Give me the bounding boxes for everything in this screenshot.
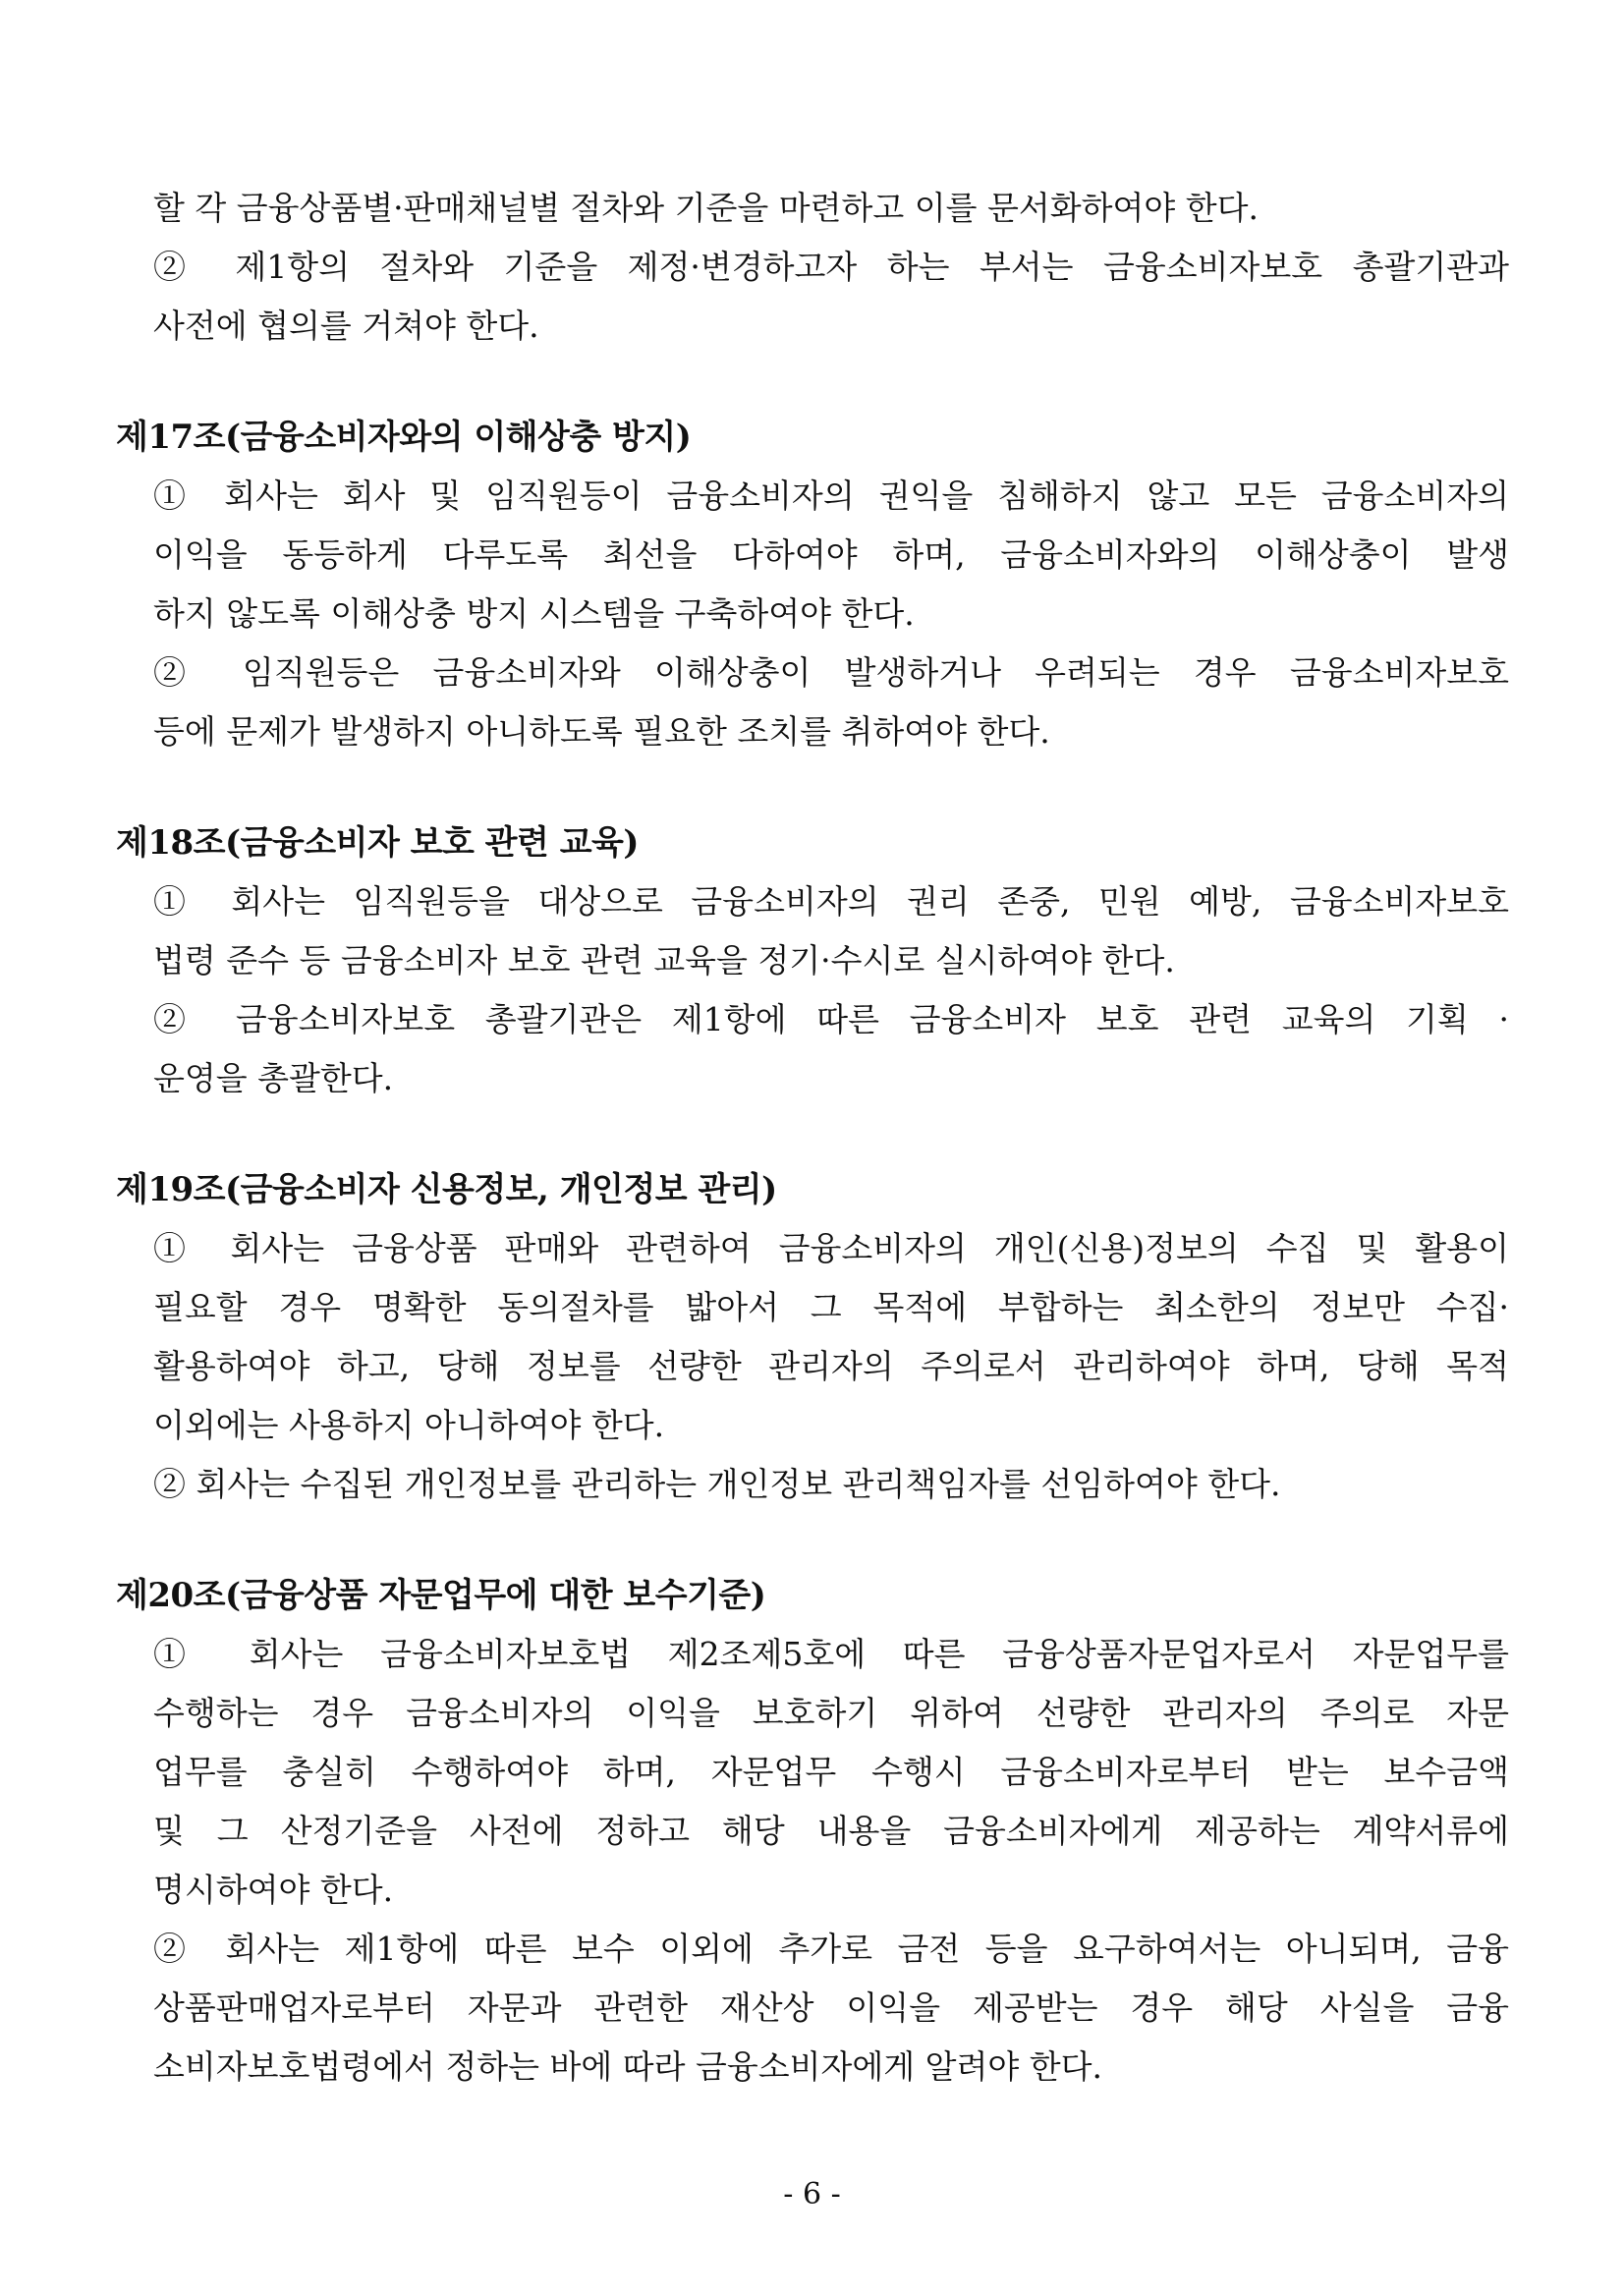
body-line: 법령 준수 등 금융소비자 보호 관련 교육을 정기·수시로 실시하여야 한다.: [153, 941, 1175, 980]
body-line: ② 회사는 수집된 개인정보를 관리하는 개인정보 관리책임자를 선임하여야 한다.: [153, 1465, 1281, 1503]
body-line: 수행하는 경우 금융소비자의 이익을 보호하기 위하여 선량한 관리자의 주의로 자문: [153, 1694, 1509, 1732]
body-line: ① 회사는 임직원등을 대상으로 금융소비자의 권리 존중, 민원 예방, 금융소비자보호: [153, 882, 1509, 921]
article-18-heading: 제18조(금융소비자 보호 관련 교육): [116, 823, 639, 863]
body-line: ① 회사는 회사 및 임직원등이 금융소비자의 권익을 침해하지 않고 모든 금융소비자의: [153, 476, 1509, 515]
body-line: 이외에는 사용하지 아니하여야 한다.: [153, 1406, 665, 1444]
body-line: ② 회사는 제1항에 따른 보수 이외에 추가로 금전 등을 요구하여서는 아니되며, 금융: [153, 1930, 1509, 1968]
body-line: ② 제1항의 절차와 기준을 제정·변경하고자 하는 부서는 금융소비자보호 총괄기관과: [153, 248, 1509, 286]
body-line: 이익을 동등하게 다루도록 최선을 다하여야 하며, 금융소비자와의 이해상충이 발생: [153, 535, 1509, 574]
body-line: 필요할 경우 명확한 동의절차를 밟아서 그 목적에 부합하는 최소한의 정보만 수집·: [153, 1288, 1509, 1326]
body-line: 하지 않도록 이해상충 방지 시스템을 구축하여야 한다.: [153, 594, 915, 633]
body-line: ① 회사는 금융상품 판매와 관련하여 금융소비자의 개인(신용)정보의 수집 및 활용이: [153, 1229, 1509, 1267]
body-line: ② 금융소비자보호 총괄기관은 제1항에 따른 금융소비자 보호 관련 교육의 기획 ·: [153, 1000, 1509, 1038]
article-20-heading: 제20조(금융상품 자문업무에 대한 보수기준): [116, 1576, 766, 1615]
body-line: 사전에 협의를 거쳐야 한다.: [153, 307, 539, 345]
article-17-heading: 제17조(금융소비자와의 이해상충 방지): [116, 418, 692, 457]
body-line: 소비자보호법령에서 정하는 바에 따라 금융소비자에게 알려야 한다.: [153, 2047, 1103, 2086]
body-line: 등에 문제가 발생하지 아니하도록 필요한 조치를 취하여야 한다.: [153, 712, 1050, 751]
page-number: - 6 -: [783, 2177, 841, 2212]
body-line: 할 각 금융상품별·판매채널별 절차와 기준을 마련하고 이를 문서화하여야 한다.: [153, 189, 1259, 227]
body-line: 활용하여야 하고, 당해 정보를 선량한 관리자의 주의로서 관리하여야 하며, 당해 목적: [153, 1347, 1509, 1385]
body-line: ① 회사는 금융소비자보호법 제2조제5호에 따른 금융상품자문업자로서 자문업무를: [153, 1635, 1509, 1673]
body-line: 및 그 산정기준을 사전에 정하고 해당 내용을 금융소비자에게 제공하는 계약서류에: [153, 1812, 1509, 1850]
body-line: ② 임직원등은 금융소비자와 이해상충이 발생하거나 우려되는 경우 금융소비자보호: [153, 653, 1509, 692]
body-line: 상품판매업자로부터 자문과 관련한 재산상 이익을 제공받는 경우 해당 사실을 금융: [153, 1988, 1509, 2027]
body-line: 명시하여야 한다.: [153, 1871, 394, 1909]
article-19-heading: 제19조(금융소비자 신용정보, 개인정보 관리): [116, 1170, 777, 1209]
body-line: 운영을 총괄한다.: [153, 1059, 394, 1097]
body-line: 업무를 충실히 수행하여야 하며, 자문업무 수행시 금융소비자로부터 받는 보수금액: [153, 1753, 1509, 1791]
